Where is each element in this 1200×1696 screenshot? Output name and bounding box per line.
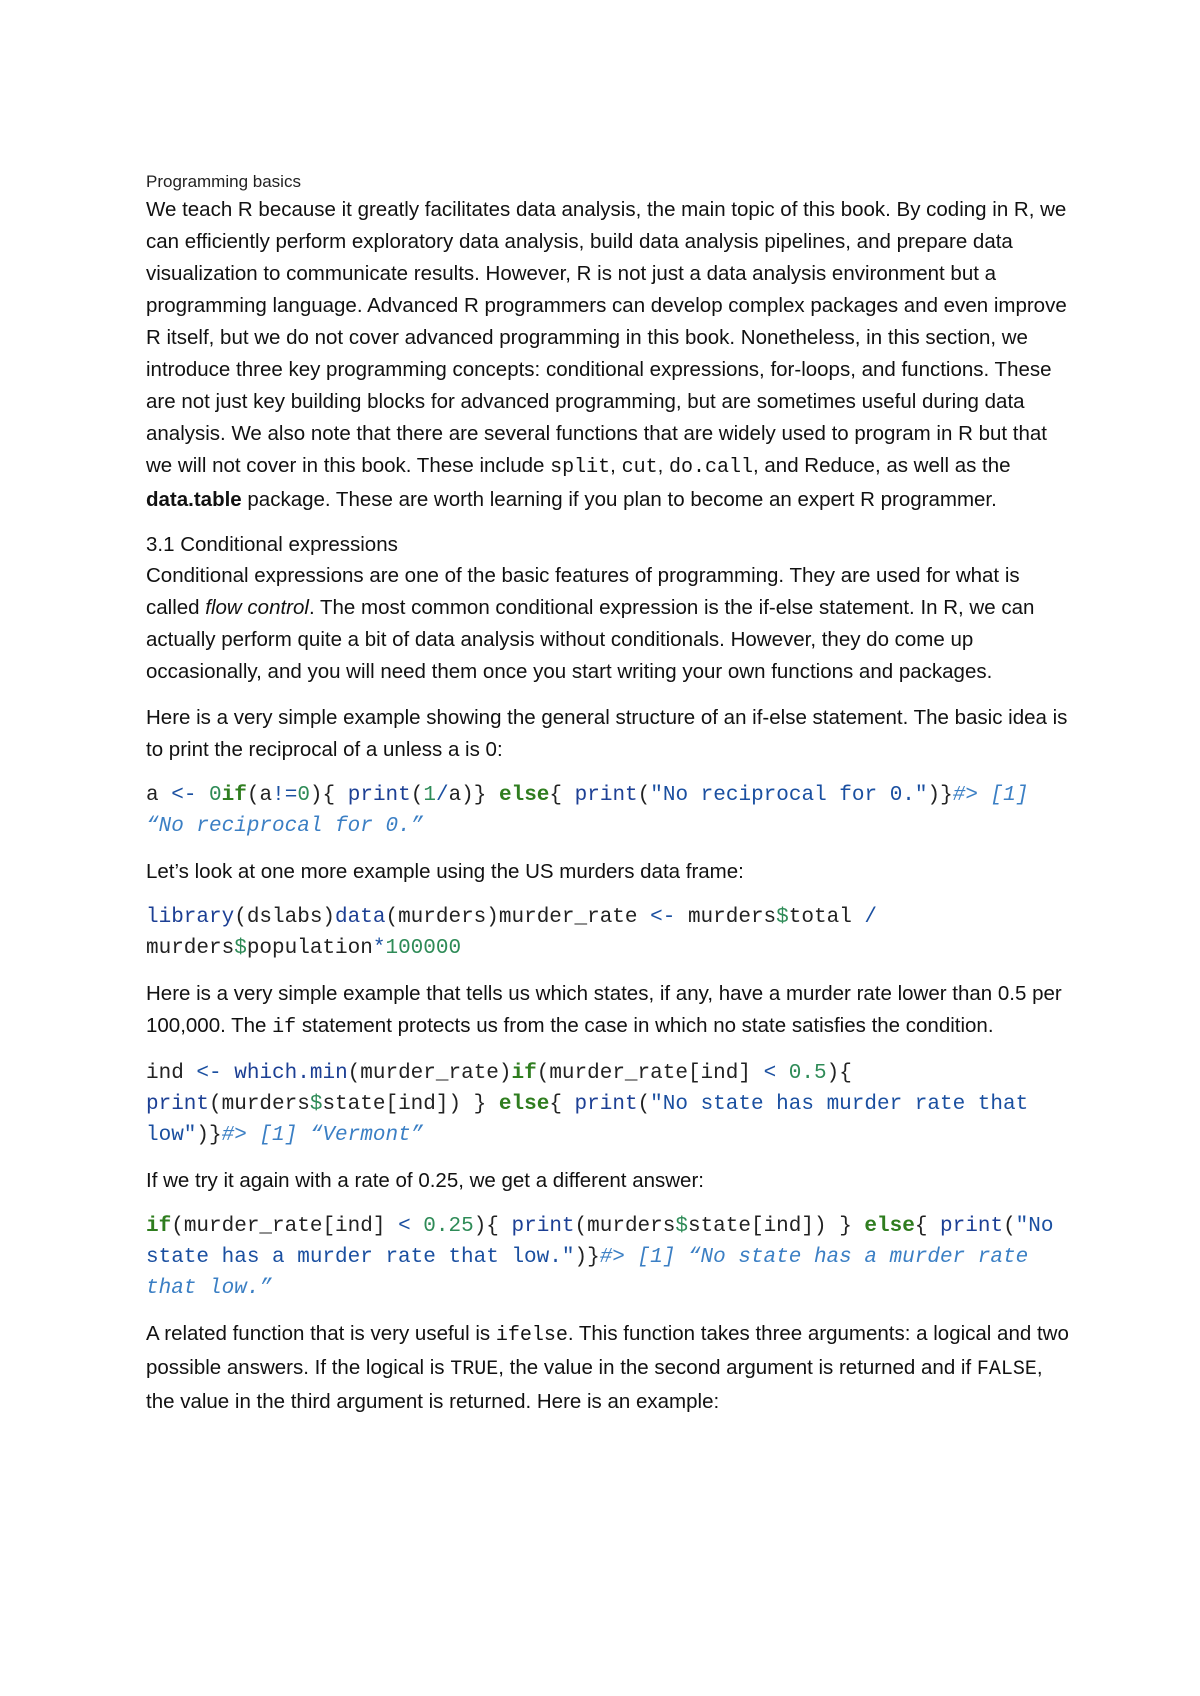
- bold-data-table: data.table: [146, 488, 242, 511]
- code-token: else: [499, 784, 550, 807]
- flow-control-italic: flow control: [205, 596, 309, 619]
- code-token: (: [637, 1093, 651, 1116]
- code-token: )}: [927, 784, 953, 807]
- example2-paragraph: Let’s look at one more example using the US murders data frame:: [146, 860, 744, 883]
- code-token: ind: [146, 1062, 197, 1085]
- code-token: {: [549, 1093, 575, 1116]
- code-token: <-: [171, 784, 197, 807]
- code-token: print: [574, 784, 638, 807]
- code-token: 100000: [385, 937, 462, 960]
- example5-text: , the value in the third argument is returned. Here is an example:: [146, 1356, 1043, 1413]
- example3-text: statement protects us from the case in which no state satisfies the condition.: [296, 1014, 994, 1037]
- code-token: print: [574, 1093, 638, 1116]
- code-token: ){: [473, 1215, 512, 1238]
- intro-text: package. These are worth learning if you plan to become an expert R programmer.: [241, 488, 997, 511]
- code-token: total: [788, 906, 865, 929]
- intro-text: ,: [657, 454, 669, 477]
- inline-code-split: split: [550, 456, 611, 479]
- code-token: <: [398, 1215, 411, 1238]
- code-token: print: [146, 1093, 210, 1116]
- code-token: library: [146, 906, 235, 929]
- example5-text: A related function that is very useful is: [146, 1322, 496, 1345]
- code-token: murders: [675, 906, 777, 929]
- code-token: 0.5: [788, 1062, 827, 1085]
- cond-text: . The most common conditional expression is the if-else statement. In R, we can actually perform quite a bit of data analysis without conditionals. However, they do come up occasionally, and you will need them once you start writing your own functions and packages.: [146, 596, 1035, 683]
- code-token: if: [511, 1062, 537, 1085]
- code-token: print: [940, 1215, 1004, 1238]
- code-comment: #> [1] “Vermont”: [221, 1124, 424, 1147]
- code-token: print: [511, 1215, 575, 1238]
- code-token: "No state has murder rate that low": [146, 1093, 1029, 1147]
- code-token: (murder_rate[ind]: [536, 1062, 764, 1085]
- code-token: ){: [826, 1062, 852, 1085]
- inline-code-ifelse: ifelse: [495, 1324, 568, 1347]
- code-token: /: [435, 784, 449, 807]
- code-block-1: [146, 780, 1076, 842]
- section-title: 3.1 Conditional expressions: [146, 533, 398, 556]
- code-token: )}: [574, 1246, 600, 1269]
- code-token: $: [234, 937, 247, 960]
- code-token: (murders)murder_rate: [385, 906, 651, 929]
- code-block-4: [146, 1211, 1076, 1304]
- code-token: (: [637, 784, 651, 807]
- code-token: 1: [423, 784, 436, 807]
- inline-code-cut: cut: [621, 456, 658, 479]
- code-token: state[ind]) }: [322, 1093, 499, 1116]
- intro-paragraph: [146, 194, 1076, 516]
- code-token: *: [372, 937, 386, 960]
- code-token: a)}: [448, 784, 499, 807]
- code-token: )}: [196, 1124, 222, 1147]
- code-token: (: [410, 784, 424, 807]
- code-token: (murder_rate[ind]: [171, 1215, 399, 1238]
- code-token: a: [146, 784, 172, 807]
- code-token: (murders: [209, 1093, 310, 1116]
- intro-text: ,: [610, 454, 622, 477]
- code-token: state[ind]) }: [687, 1215, 865, 1238]
- code-token: population: [246, 937, 373, 960]
- code-block-3: [146, 1058, 1076, 1151]
- example3-text: Here is a very simple example that tells us which states, if any, have a murder rate lower than 0.5 per 100,000. The: [146, 982, 1062, 1037]
- code-token: ){: [309, 784, 348, 807]
- example5-paragraph: [146, 1318, 1076, 1418]
- code-token: 0.25: [423, 1215, 474, 1238]
- code-token: [196, 784, 209, 807]
- code-token: <-: [196, 1062, 222, 1085]
- code-token: [411, 1215, 424, 1238]
- example5-text: , the value in the second argument is returned and if: [498, 1356, 977, 1379]
- code-token: 0: [297, 784, 310, 807]
- code-token: if: [146, 1215, 172, 1238]
- example3-paragraph: [146, 978, 1076, 1044]
- code-comment: #> [1] “No reciprocal for 0.”: [146, 784, 1029, 838]
- inline-code-if: if: [272, 1016, 297, 1039]
- document-page: [146, 170, 1076, 1432]
- code-token: which.min: [234, 1062, 348, 1085]
- code-comment: #> [1] “No state has a murder rate that low.”: [146, 1246, 1029, 1300]
- code-token: [222, 1062, 235, 1085]
- code-token: 0: [209, 784, 222, 807]
- code-token: $: [309, 1093, 323, 1116]
- code-token: (murders: [574, 1215, 676, 1238]
- example5-text: . This function takes three arguments: a logical and two possible answers. If the logical is: [146, 1322, 1069, 1379]
- inline-code-docall: do.call: [668, 456, 753, 479]
- code-token: data: [335, 906, 386, 929]
- intro-text: , and Reduce, as well as the: [753, 454, 1011, 477]
- example1-paragraph: Here is a very simple example showing the general structure of an if-else statement. The basic idea is to print the reciprocal of a unless a is 0:: [146, 706, 1068, 761]
- conditional-paragraph: [146, 560, 1076, 688]
- code-token: "No reciprocal for 0.": [650, 784, 928, 807]
- code-token: /: [864, 906, 878, 929]
- code-token: "No state has a murder rate that low.": [146, 1215, 1054, 1269]
- cond-text: Conditional expressions are one of the basic features of programming. They are used for what is called: [146, 564, 1020, 619]
- code-token: (dslabs): [234, 906, 336, 929]
- code-token: $: [675, 1215, 688, 1238]
- code-token: if: [221, 784, 247, 807]
- inline-code-false: FALSE: [976, 1358, 1037, 1381]
- code-token: {: [549, 784, 575, 807]
- code-token: murders: [146, 937, 235, 960]
- code-token: !=: [272, 784, 298, 807]
- code-token: else: [498, 1093, 550, 1116]
- document-heading: Programming basics: [146, 172, 301, 191]
- example4-paragraph: If we try it again with a rate of 0.25, we get a different answer:: [146, 1169, 704, 1192]
- code-token: <: [763, 1062, 777, 1085]
- code-token: <-: [650, 906, 676, 929]
- code-token: {: [914, 1215, 941, 1238]
- code-token: $: [776, 906, 789, 929]
- code-token: (a: [246, 784, 273, 807]
- code-token: (: [1003, 1215, 1016, 1238]
- intro-text: We teach R because it greatly facilitates data analysis, the main topic of this book. By coding in R, we can efficiently perform exploratory data analysis, build data analysis pipelines, and prepare data visualization to communicate results. However, R is not just a data analysis environment but a programming language. Advanced R programmers can develop complex packages and even improve R itself, but we do not cover advanced programming in this book. Nonetheless, in this section, we introduce three key programming concepts: conditional expressions, for-loops, and functions. These are not just key building blocks for advanced programming, but are sometimes useful during data analysis. We also note that there are several functions that are widely used to program in R but that we will not cover in this book. These include: [146, 198, 1067, 477]
- code-token: (murder_rate): [347, 1062, 512, 1085]
- code-token: print: [347, 784, 411, 807]
- inline-code-true: TRUE: [450, 1358, 499, 1381]
- code-token: else: [864, 1215, 915, 1238]
- code-token: [776, 1062, 789, 1085]
- code-block-2: [146, 902, 1076, 964]
